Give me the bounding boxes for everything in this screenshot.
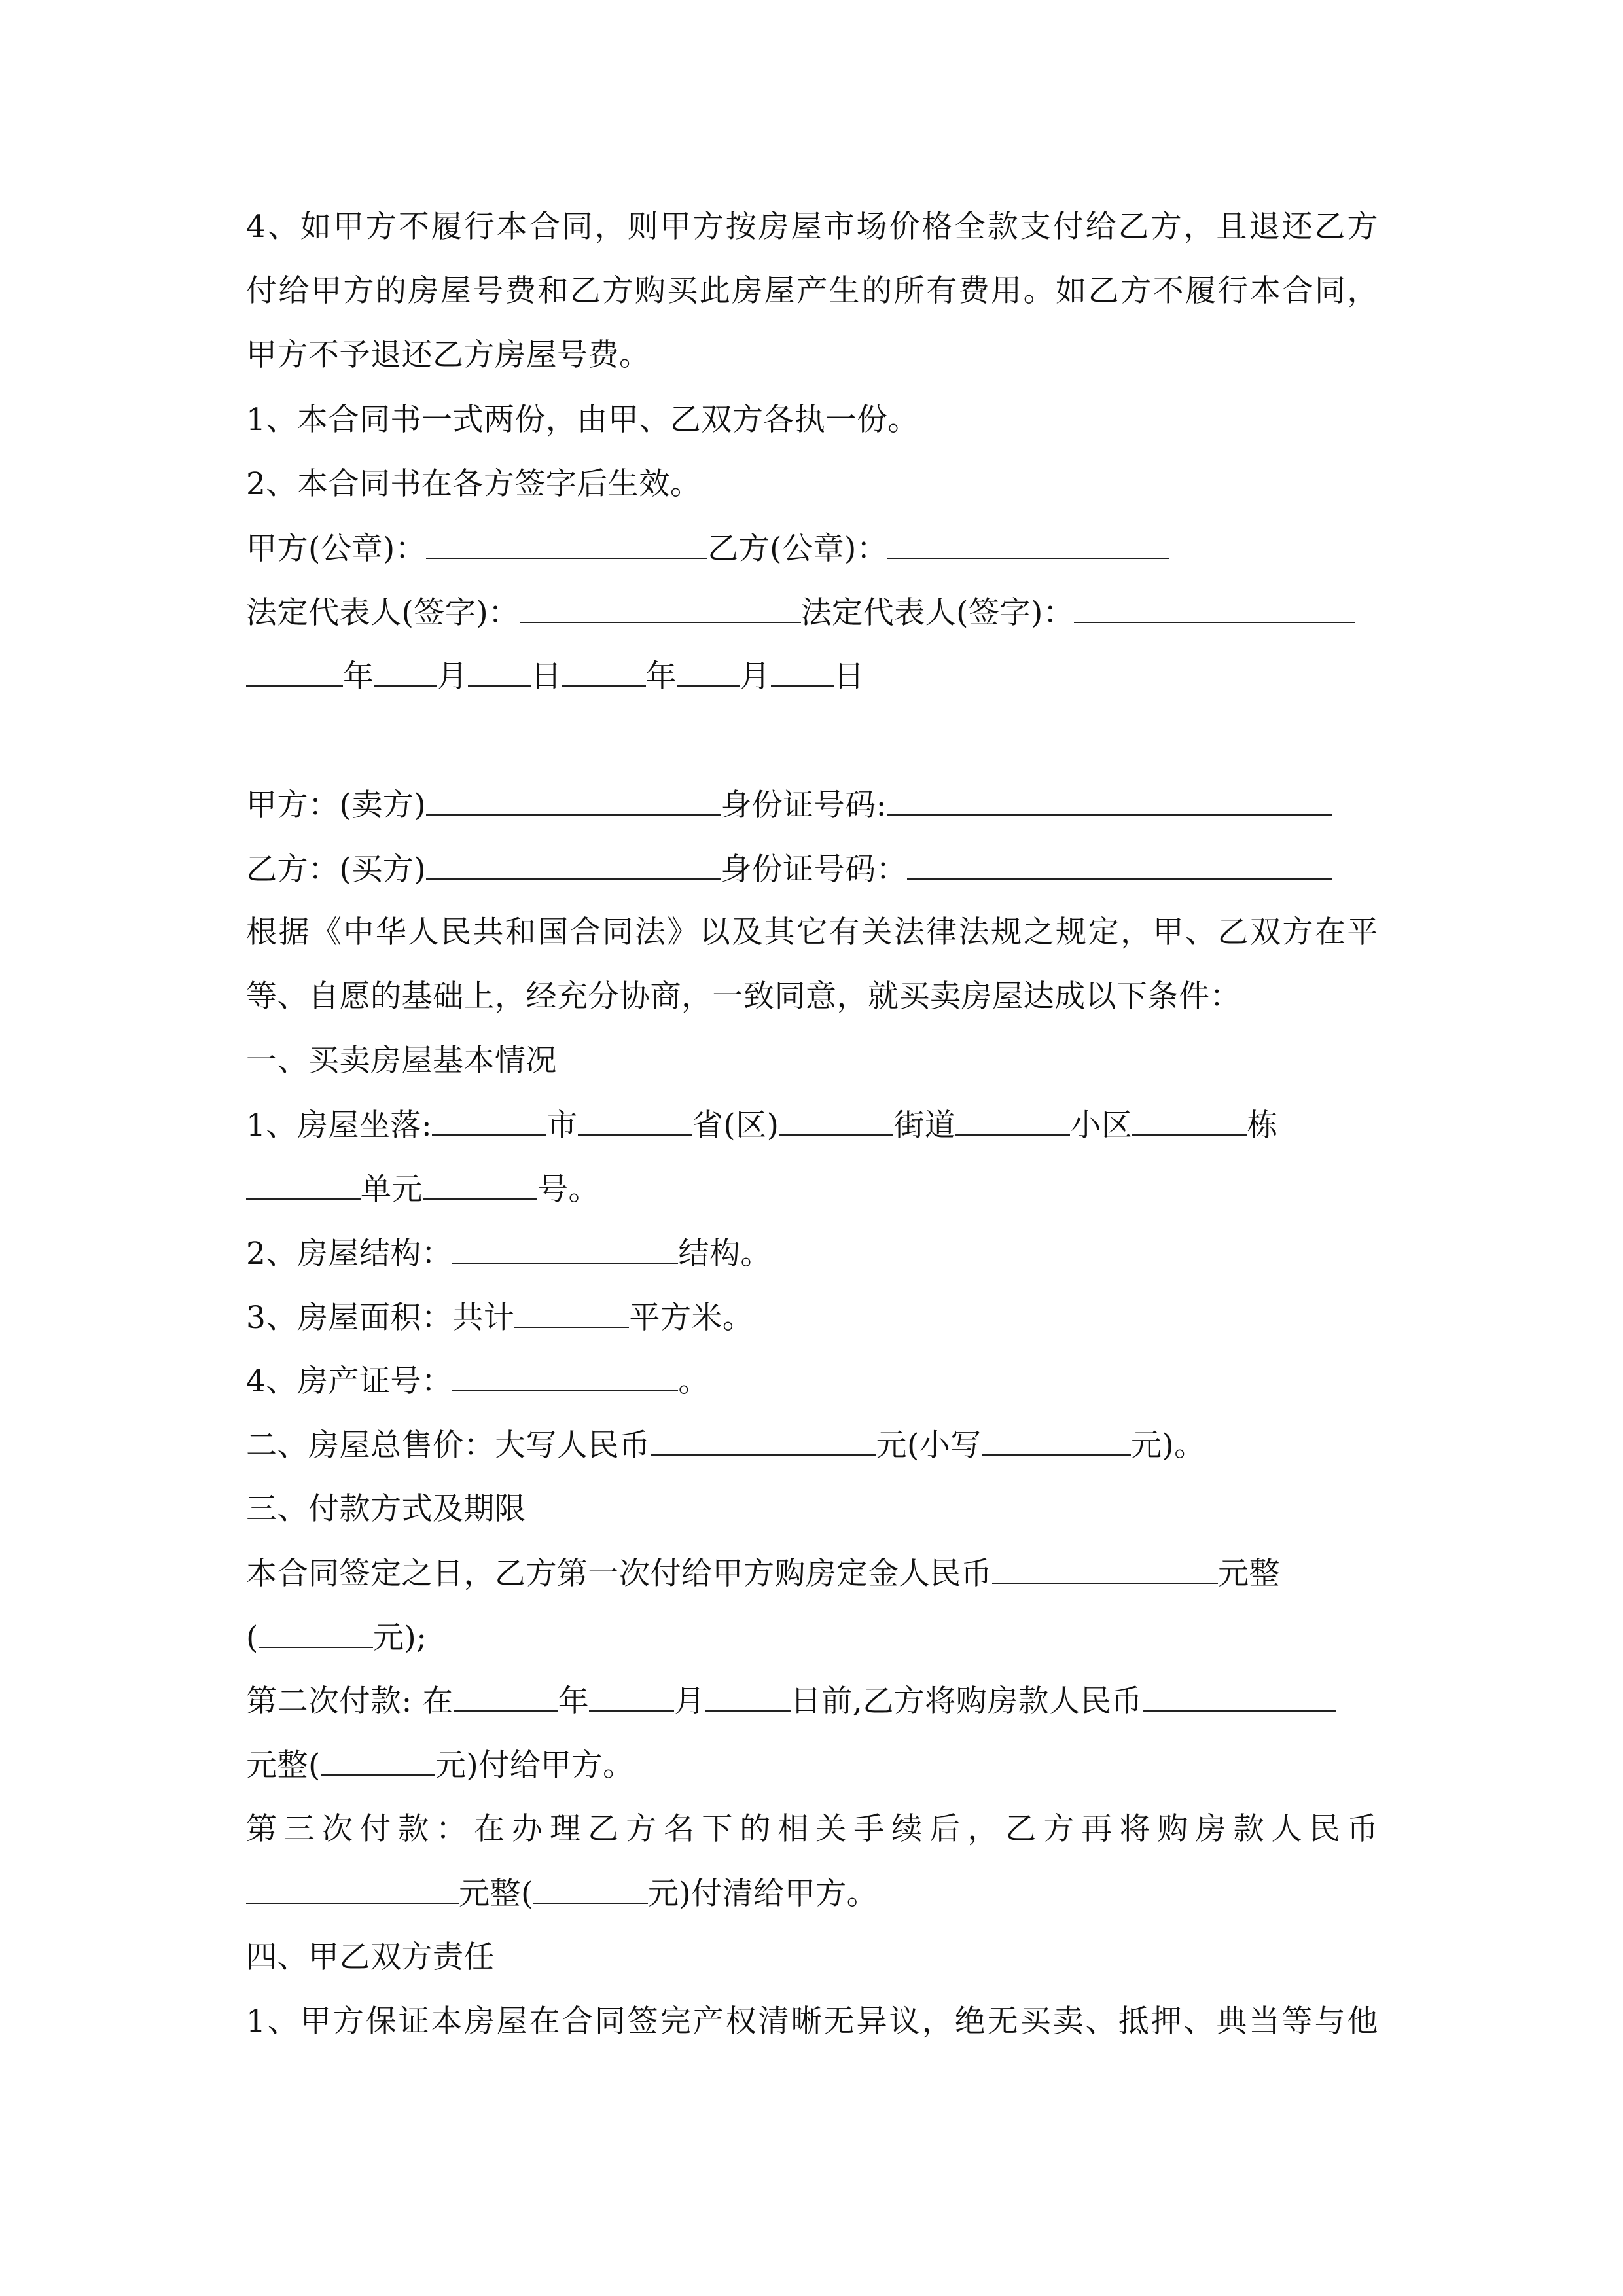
location-line-2 [246,1170,599,1210]
clause-4-line-1: 4、如甲方不履行本合同，则甲方按房屋市场价格全款支付给乙方，且退还乙方 [246,209,1378,245]
payment-2-words-blank[interactable] [1143,1681,1336,1712]
deposit-words-blank[interactable] [992,1554,1218,1584]
payment-2-year-blank[interactable] [454,1681,558,1712]
seller-line [246,785,1332,825]
payment-2-amount-label: 元整( [246,1748,321,1784]
location-label: 1、房屋坐落: [246,1107,433,1143]
party-b-rep-label: 法定代表人(签字)： [800,595,1075,631]
certificate-line [246,1361,709,1401]
seller-label: 甲方：(卖方) [246,787,427,823]
party-b-seal-blank[interactable] [887,529,1169,559]
payment-2-text: 日前,乙方将购房款人民币 [790,1683,1143,1719]
deposit-figures-blank[interactable] [259,1618,373,1648]
area-blank[interactable] [514,1298,629,1328]
unit-label: 单元 [361,1172,423,1208]
price-line [246,1426,1205,1465]
date-b-day-blank[interactable] [771,656,834,687]
buyer-id-blank[interactable] [907,850,1332,880]
deposit-open-paren: ( [246,1620,259,1656]
structure-suffix: 结构。 [678,1236,772,1272]
payment-3-words-blank[interactable] [246,1874,459,1904]
payment-3-line-1: 第三次付款：在办理乙方名下的相关手续后，乙方再将购房款人民币 [246,1811,1378,1847]
building-blank[interactable] [1132,1105,1247,1136]
date-a-year-label: 年 [343,658,374,694]
section-1-heading: 一、买卖房屋基本情况 [246,1043,557,1079]
payment-2-suffix: 元)付给甲方。 [435,1748,634,1784]
payment-2-day-blank[interactable] [705,1681,791,1712]
payment-2-month-blank[interactable] [589,1681,674,1712]
date-b-day-label: 日 [833,658,865,694]
date-a-day-label: 日 [531,658,562,694]
certificate-suffix: 。 [678,1363,709,1399]
province-blank[interactable] [578,1105,692,1136]
date-b-month-blank[interactable] [677,656,740,687]
payment-2-line-1 [246,1681,1336,1721]
seller-id-label: 身份证号码: [721,787,887,823]
date-b-year-blank[interactable] [562,656,646,687]
date-b-year-label: 年 [645,658,677,694]
building-label: 栋 [1247,1107,1278,1143]
seller-id-blank[interactable] [887,785,1332,816]
price-words-blank[interactable] [651,1426,876,1456]
section-3-heading: 三、付款方式及期限 [246,1491,526,1527]
payment-1-line-2 [246,1618,427,1658]
structure-label: 2、房屋结构： [246,1236,453,1272]
party-a-seal-label: 甲方(公章)： [246,531,427,567]
payment-2-label: 第二次付款: 在 [246,1683,454,1719]
payment-3-line-2 [246,1874,878,1914]
deposit-close: 元); [372,1620,427,1656]
community-blank[interactable] [955,1105,1070,1136]
copies-clause: 1、本合同书一式两份，由甲、乙双方各执一份。 [246,402,919,438]
certificate-label: 4、房产证号： [246,1363,453,1399]
area-line [246,1298,753,1338]
responsibility-1-line-1: 1、甲方保证本房屋在合同签完产权清晰无异议，绝无买卖、抵押、典当等与他 [246,2003,1378,2039]
structure-line [246,1234,772,1274]
payment-1-line-1 [246,1554,1280,1594]
buyer-label: 乙方：(买方) [246,852,427,888]
payment-2-line-2 [246,1746,634,1785]
party-b-seal-label: 乙方(公章)： [707,531,888,567]
city-blank[interactable] [432,1105,546,1136]
buyer-line [246,850,1332,889]
party-a-seal-blank[interactable] [426,529,707,559]
deposit-suffix: 元整 [1218,1556,1280,1592]
street-label: 街道 [893,1107,956,1143]
area-label: 3、房屋面积：共计 [246,1300,515,1336]
price-mid: 元(小写 [876,1427,982,1463]
payment-2-figures-blank[interactable] [321,1746,435,1776]
party-b-rep-blank[interactable] [1074,593,1355,623]
clause-4-line-2: 付给甲方的房屋号费和乙方购买此房屋产生的所有费用。如乙方不履行本合同， [246,273,1378,309]
party-a-rep-label: 法定代表人(签字)： [246,595,520,631]
number-blank[interactable] [423,1170,537,1200]
clause-4-line-3: 甲方不予退还乙方房屋号费。 [246,337,651,373]
payment-3-amount-label: 元整( [459,1876,533,1912]
party-a-rep-blank[interactable] [520,593,801,623]
seller-name-blank[interactable] [426,785,721,816]
price-suffix: 元)。 [1130,1427,1205,1463]
preamble-line-2: 等、自愿的基础上，经充分协商，一致同意，就买卖房屋达成以下条件： [246,978,1241,1014]
date-a-month-blank[interactable] [374,656,437,687]
date-a-year-blank[interactable] [246,656,343,687]
city-label: 市 [546,1107,578,1143]
payment-3-figures-blank[interactable] [533,1874,648,1904]
representative-line [246,593,1355,633]
buyer-id-label: 身份证号码： [721,852,908,888]
number-label: 号。 [537,1172,599,1208]
price-figures-blank[interactable] [982,1426,1131,1456]
date-line [246,656,865,696]
preamble-line-1: 根据《中华人民共和国合同法》以及其它有关法律法规之规定，甲、乙双方在平 [246,914,1378,950]
certificate-blank[interactable] [452,1361,678,1391]
date-a-day-blank[interactable] [468,656,531,687]
province-label: 省(区) [692,1107,779,1143]
unit-blank[interactable] [246,1170,361,1200]
location-line-1 [246,1105,1278,1145]
date-a-month-label: 月 [437,658,468,694]
area-suffix: 平方米。 [629,1300,754,1336]
payment-1-label: 本合同签定之日，乙方第一次付给甲方购房定金人民币 [246,1556,992,1592]
buyer-name-blank[interactable] [426,850,721,880]
payment-2-month-label: 月 [674,1683,705,1719]
structure-blank[interactable] [452,1234,678,1264]
seal-line [246,529,1169,569]
date-b-month-label: 月 [740,658,771,694]
price-label: 二、房屋总售价：大写人民币 [246,1427,651,1463]
payment-3-suffix: 元)付清给甲方。 [647,1876,878,1912]
effective-clause: 2、本合同书在各方签字后生效。 [246,466,702,502]
section-4-heading: 四、甲乙双方责任 [246,1939,495,1975]
community-label: 小区 [1070,1107,1133,1143]
street-blank[interactable] [779,1105,893,1136]
payment-2-year-label: 年 [558,1683,590,1719]
